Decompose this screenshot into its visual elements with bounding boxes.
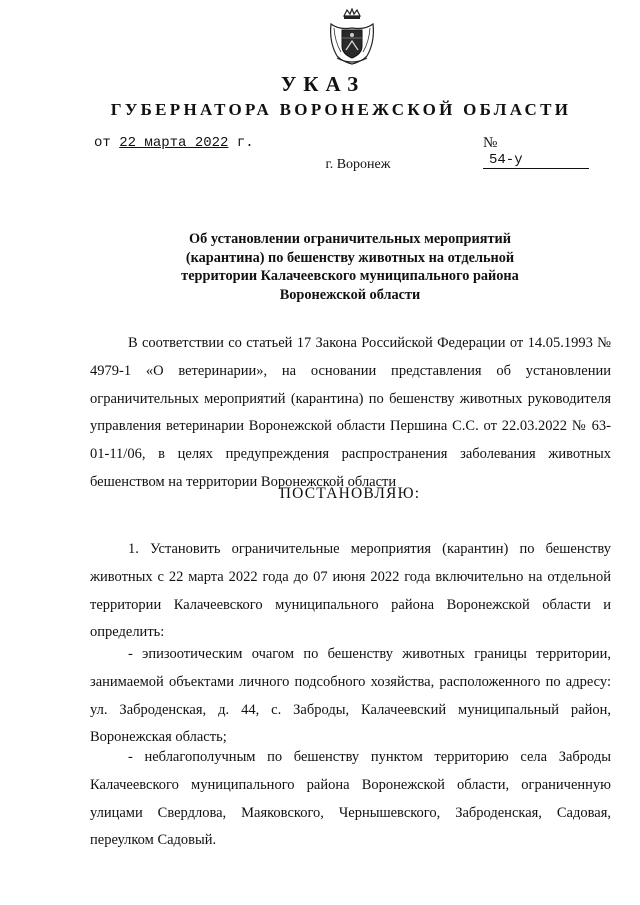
item-1-paragraph: 1. Установить ограничительные мероприятия (карантин) по бешенству животных с 22 марта 2022 года до 07 июня 2022 года включительно на отдельной территории Калачеевского муниципального района Воронежской области и определить: [90, 541, 611, 641]
decree-subject: Об установлении ограничительных мероприятий (карантина) по бешенству животных на отдельной территории Калачеевского муниципального района Воронежской области [181, 231, 519, 303]
date-value: 22 марта 2022 [119, 135, 229, 151]
coat-of-arms-icon [327, 8, 377, 66]
decree-date [94, 135, 254, 151]
date-suffix: г. [236, 135, 254, 151]
item-1-subitem-b: - неблагополучным по бешенству пунктом территорию села Заброды Калачеевского муниципального района Воронежской области, ограниченную улицами Свердлова, Маяковского, Чернышевского, Заброденская, Садовая, переулком Садовый. [90, 749, 611, 849]
city-line: г. Воронеж [325, 157, 391, 172]
number-value: 54-у [483, 152, 589, 169]
decree-word: ПОСТАНОВЛЯЮ: [279, 485, 421, 502]
issuer-title: ГУБЕРНАТОРА ВОРОНЕЖСКОЙ ОБЛАСТИ [110, 100, 572, 119]
number-sign: № [483, 135, 498, 151]
preamble-paragraph: В соответствии со статьей 17 Закона Российской Федерации от 14.05.1993 № 4979-1 «О ветеринарии», на основании представления об установлении ограничительных мероприятий (карантина) по бешенству животных руководителя управления ветеринарии Воронежской области Першина С.С. от 22.03.2022 № 63-01-11/06, в целях предупреждения распространения заболевания животных бешенством на территории Воронежской области [90, 335, 611, 490]
document-type-title: УКАЗ [280, 72, 366, 96]
item-1-subitem-a: - эпизоотическим очагом по бешенству животных границы территории, занимаемой объектами личного подсобного хозяйства, расположенного по адресу: ул. Заброденская, д. 44, с. Заброды, Калачеевский муниципальный район, Воронежская область; [90, 646, 611, 746]
date-prefix: от [94, 135, 111, 151]
